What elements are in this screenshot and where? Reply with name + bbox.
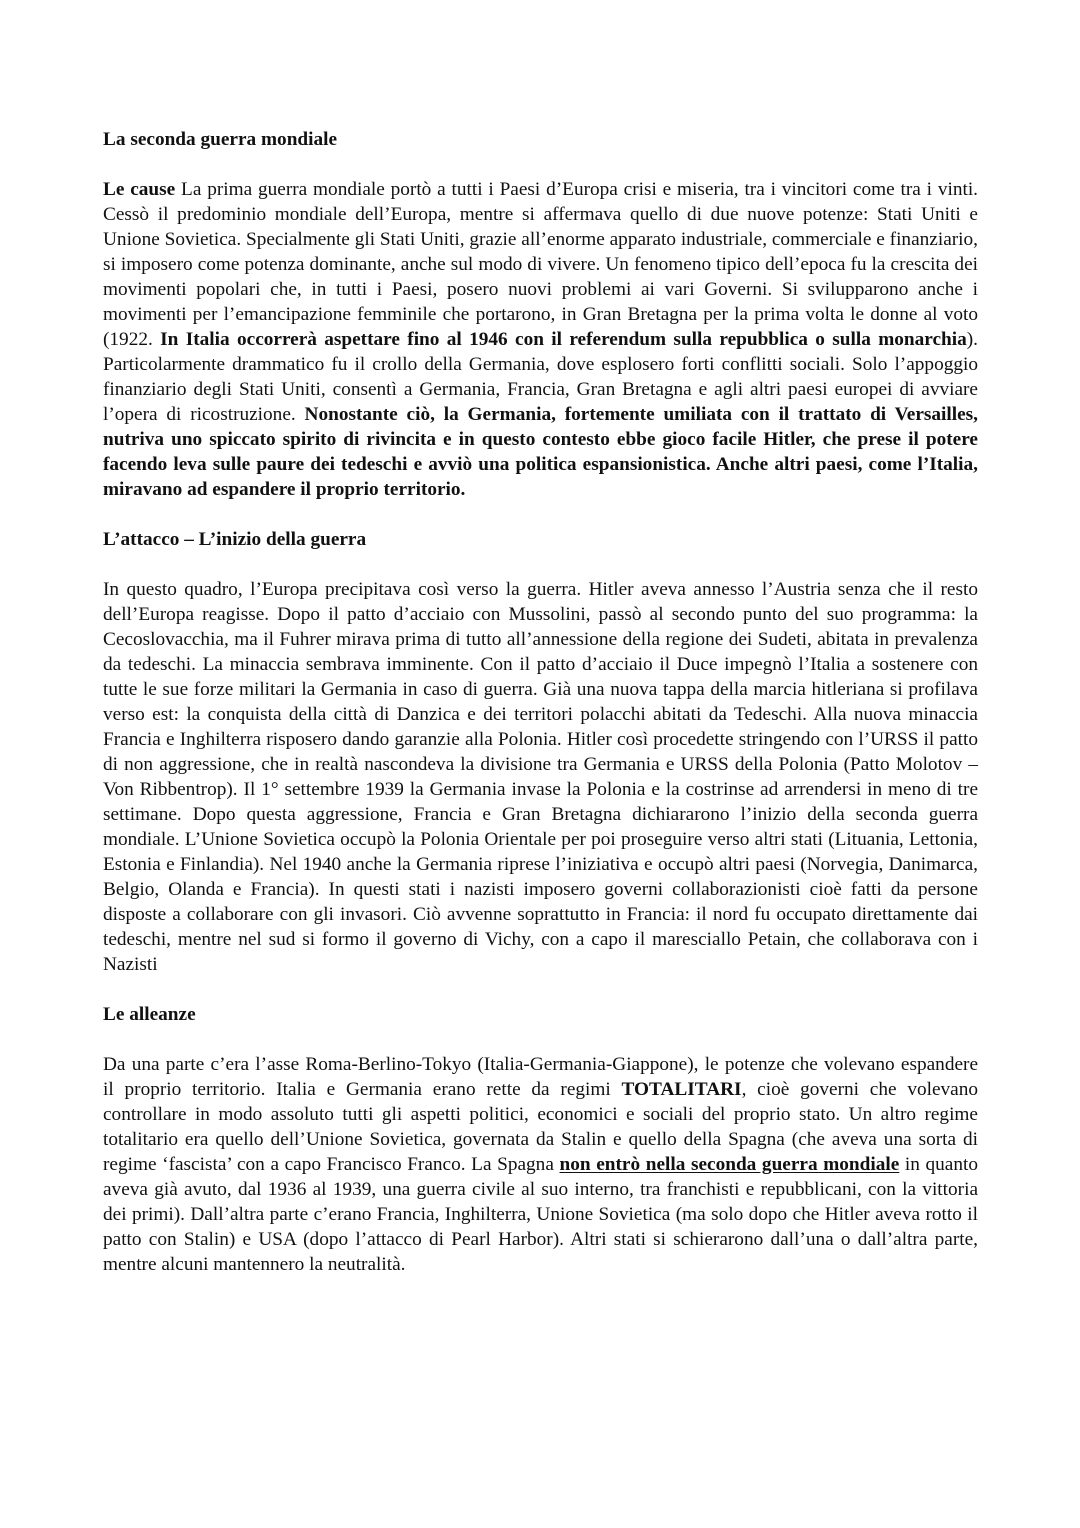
- alliances-text-1: Da una parte c’era l’asse Roma-Berlino-Tokyo (Italia-Germania-Giappone), le potenze che volevano espandere il proprio territorio. Italia e Germania erano rette da regimi: [103, 1054, 978, 1100]
- cause-bold-2: Nonostante ciò, la Germania, fortemente umiliata con il trattato di Versailles, nutriva uno spiccato spirito di rivincita e in questo contesto ebbe gioco facile Hitler, che prese il potere facendo leva sulle paure dei tedeschi e avviò una politica espansionistica. Anche altri paesi, come l’Italia, miravano ad espandere il proprio territorio.: [103, 404, 978, 500]
- alliances-text-2: , cioè governi che volevano controllare in modo assoluto tutti gli aspetti politici, economici e sociali del proprio stato. Un altro regime totalitario era quello dell’Unione Sovietica, governata da Stalin e quello della Spagna (che aveva una sorta di regime ‘fascista’ con a capo Francisco Franco. La Spagna: [103, 1079, 979, 1175]
- document-title: La seconda guerra mondiale: [103, 129, 338, 150]
- cause-lead: Le cause: [103, 179, 176, 200]
- document-page: [103, 127, 978, 1277]
- paragraph-attack: In questo quadro, l’Europa precipitava così verso la guerra. Hitler aveva annesso l’Austria senza che il resto dell’Europa reagisse. Dopo il patto d’acciaio con Mussolini, passò al secondo punto del suo programma: la Cecoslovacchia, ma il Fuhrer mirava prima di tutto all’annessione della regione dei Sudeti, abitata in prevalenza da tedeschi. La minaccia sembrava imminente. Con il patto d’acciaio il Duce impegnò l’Italia a sostenere con tutte le sue forze militari la Germania in caso di guerra. Già una nuova tappa della marcia hitleriana si profilava verso est: la conquista della città di Danzica e dei territori polacchi abitati da Tedeschi. Alla nuova minaccia Francia e Inghilterra risposero dando garanzie alla Polonia. Hitler così procedette stringendo con l’URSS il patto di non aggressione, che in realtà nascondeva la divisione tra Germania e URSS della Polonia (Patto Molotov – Von Ribbentrop). Il 1° settembre 1939 la Germania invase la Polonia e la costrinse ad arrendersi in meno di tre settimane. Dopo questa aggressione, Francia e Gran Bretagna dichiararono l’inizio della seconda guerra mondiale. L’Unione Sovietica occupò la Polonia Orientale per poi proseguire verso altri stati (Lituania, Lettonia, Estonia e Finlandia). Nel 1940 anche la Germania riprese l’iniziativa e occupò altri paesi (Norvegia, Danimarca, Belgio, Olanda e Francia). In questi stati i nazisti imposero governi collaborazionisti cioè fatti da persone disposte a collaborare con gli invasori. Ciò avvenne soprattutto in Francia: il nord fu occupato direttamente dai tedeschi, mentre nel sud si formo il governo di Vichy, con a capo il maresciallo Petain, che collaborava con i Nazisti: [103, 579, 978, 975]
- cause-text-2: ). Particolarmente drammatico fu il crollo della Germania, dove esplosero forti conflitti sociali. Solo l’appoggio finanziario degli Stati Uniti, consentì a Germania, Francia, Gran Bretagna e agli altri paesi europei di avviare l’opera di ricostruzione.: [103, 329, 978, 425]
- paragraph-cause: [103, 177, 978, 502]
- alliances-underline-1: non entrò nella seconda guerra mondiale: [559, 1154, 900, 1175]
- paragraph-alliances: [103, 1052, 978, 1277]
- cause-text-1: La prima guerra mondiale portò a tutti i Paesi d’Europa crisi e miseria, tra i vincitori come tra i vinti. Cessò il predominio mondiale dell’Europa, mentre si affermava quello di due nuove potenze: Stati Uniti e Unione Sovietica. Specialmente gli Stati Uniti, grazie all’enorme apparato industriale, commerciale e finanziario, si imposero come potenza dominante, anche sul modo di vivere. Un fenomeno tipico dell’epoca fu la crescita dei movimenti popolari che, in tutti i Paesi, posero nuovi problemi ai vari Governi. Si svilupparono anche i movimenti per l’emancipazione femminile che portarono, in Gran Bretagna per la prima volta le donne al voto (1922.: [103, 179, 978, 350]
- section-heading-alliances: Le alleanze: [103, 1004, 196, 1025]
- section-heading-attack: L’attacco – L’inizio della guerra: [103, 529, 367, 550]
- alliances-text-3: in quanto aveva già avuto, dal 1936 al 1939, una guerra civile al suo interno, tra franchisti e repubblicani, con la vittoria dei primi). Dall’altra parte c’erano Francia, Inghilterra, Unione Sovietica (ma solo dopo che Hitler aveva rotto il patto con Stalin) e USA (dopo l’attacco di Pearl Harbor). Altri stati si schierarono dall’una o dall’altra parte, mentre alcuni mantennero la neutralità.: [103, 1154, 979, 1275]
- cause-bold-1: In Italia occorrerà aspettare fino al 1946 con il referendum sulla repubblica o sulla monarchia: [160, 329, 967, 350]
- alliances-bold-1: TOTALITARI: [621, 1079, 742, 1100]
